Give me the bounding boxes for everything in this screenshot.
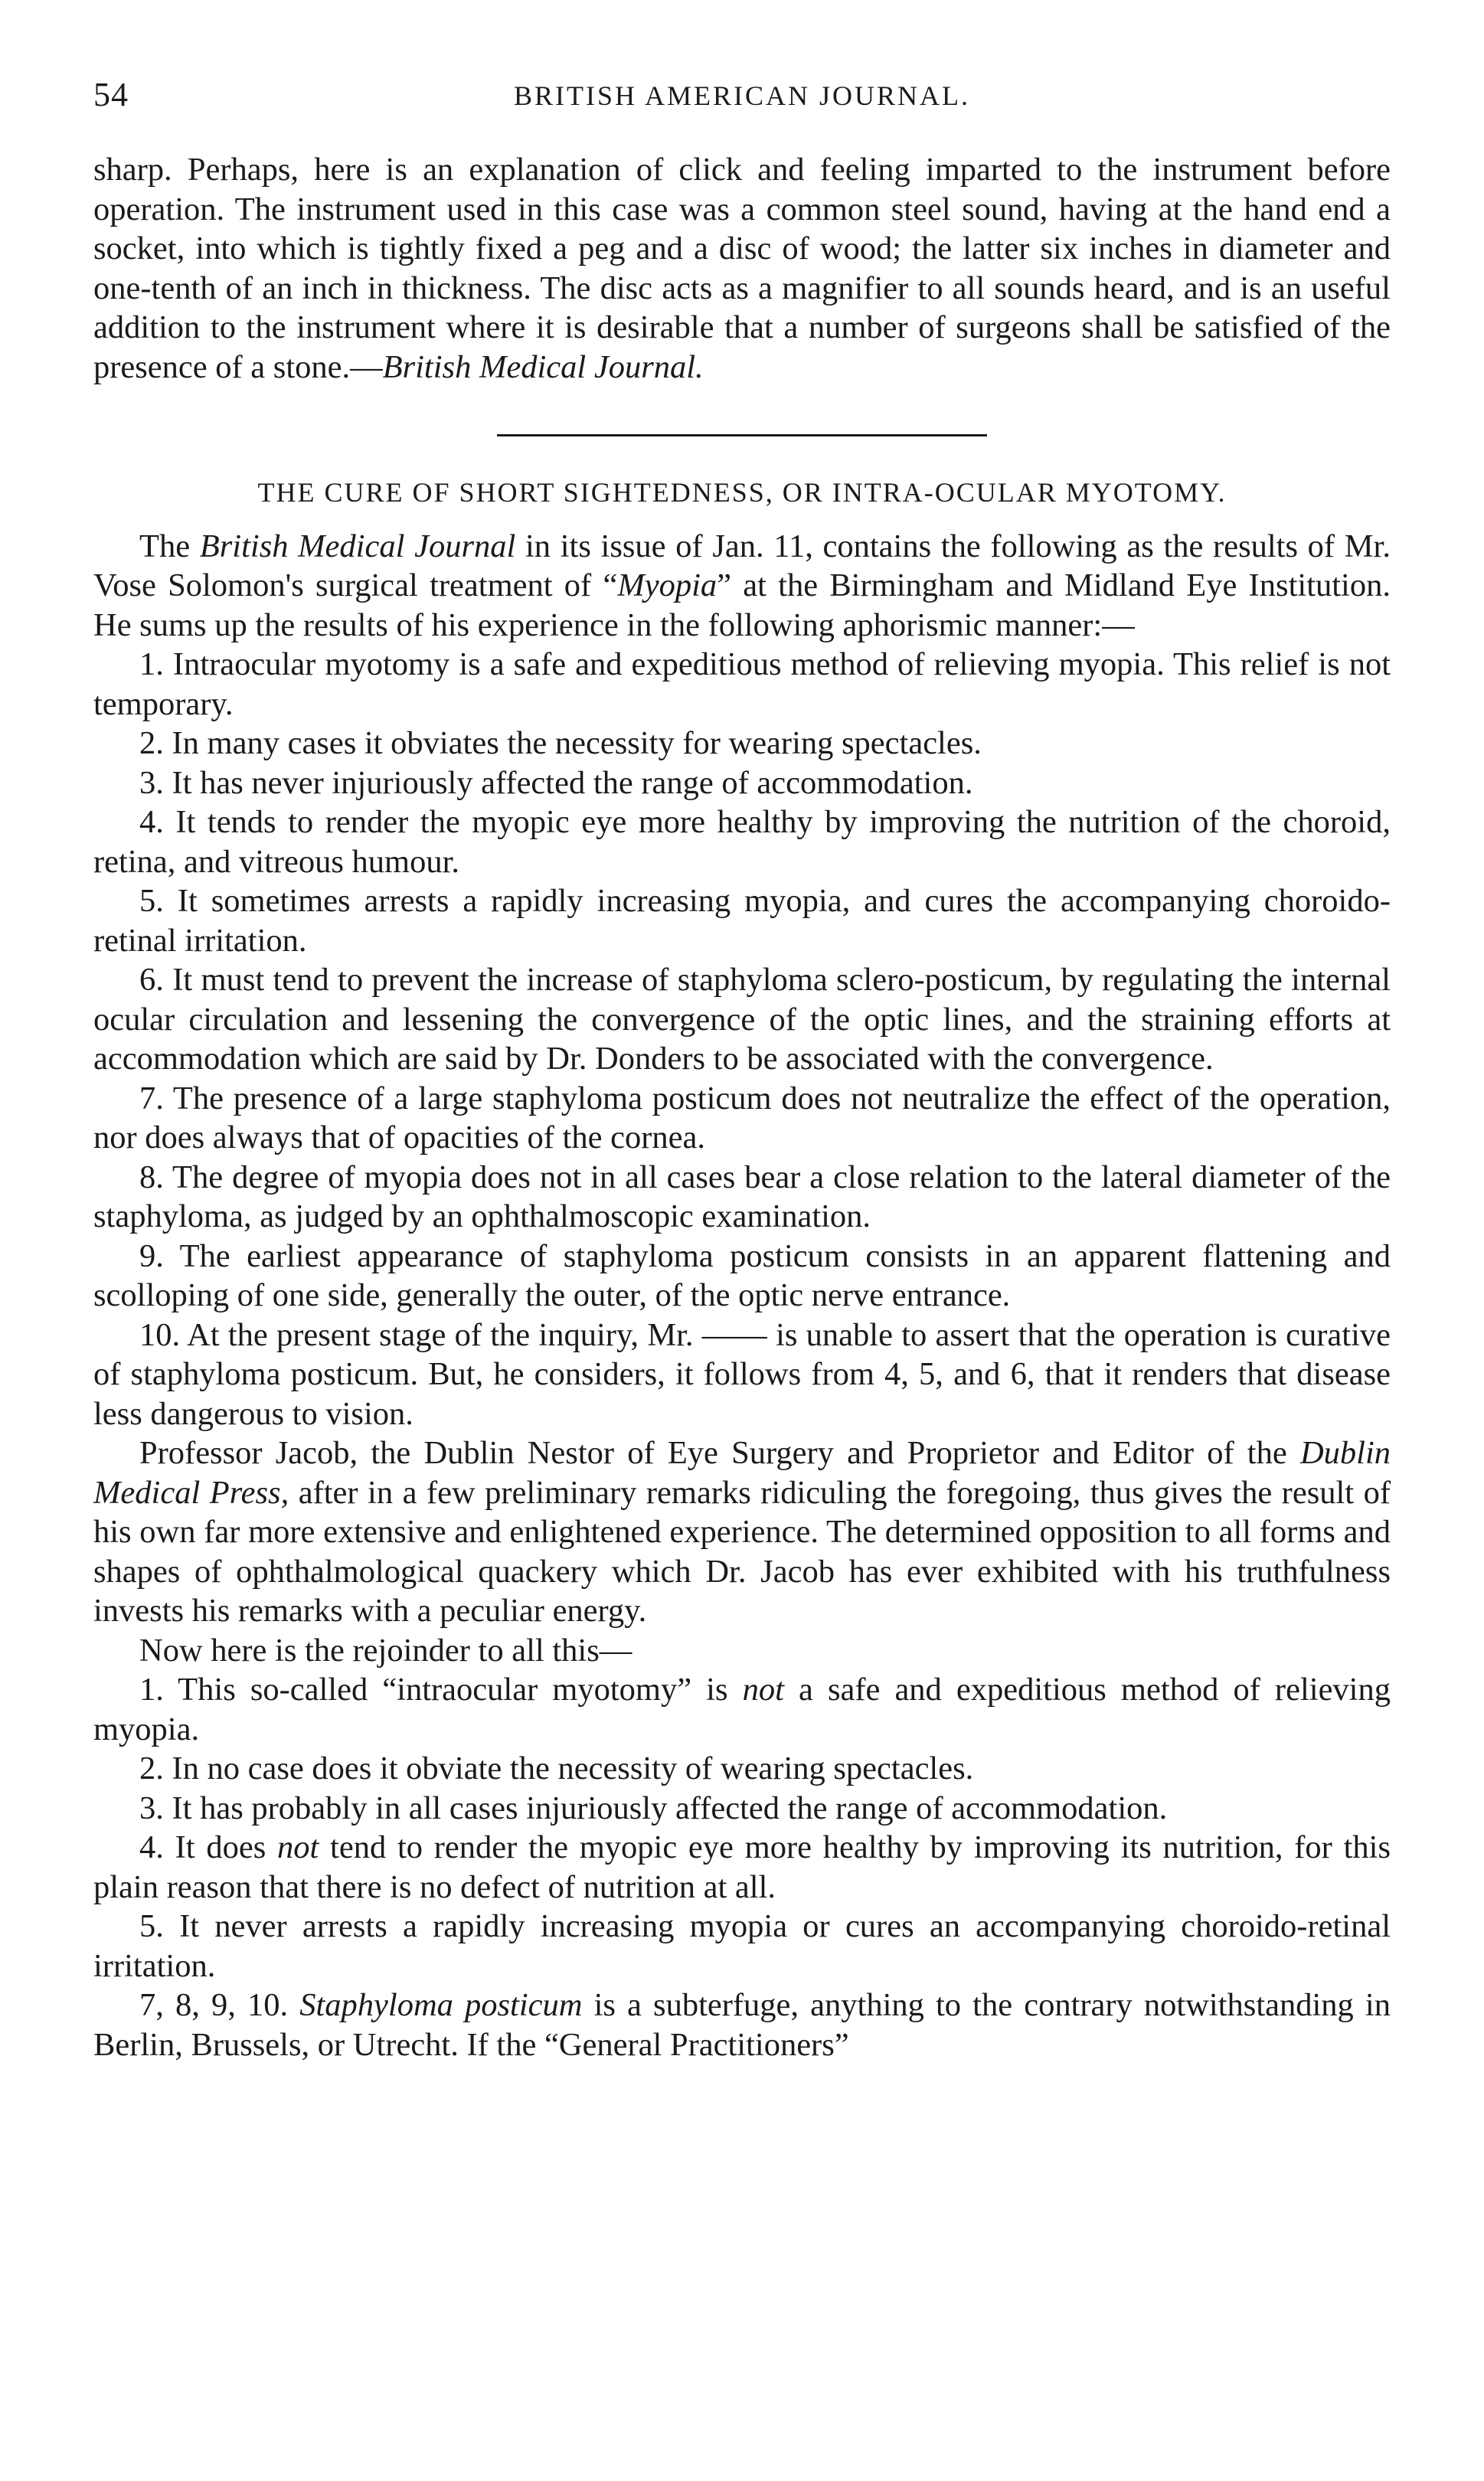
section-divider — [497, 434, 987, 436]
page-number: 54 — [93, 76, 129, 113]
page-header — [93, 75, 1391, 121]
lead-text: ” at the Birmingham and Midland Eye Institution. He sums up the results of his experience in the following aphorismic manner:— — [93, 567, 1391, 643]
intro-source: British Medical Journal. — [382, 348, 704, 385]
jacob-text: Professor Jacob, the Dublin Nestor of Eye Surgery and Proprietor and Editor of the — [139, 1435, 1300, 1471]
rejoinder-text: 7, 8, 9, 10. — [139, 1987, 300, 2023]
aphorism-7: 7. The presence of a large staphyloma posticum does not neutralize the effect of the operation, nor does always that of opacities of the cornea. — [93, 1080, 1391, 1156]
lead-text: in its issue of Jan. 11, contains the following as the results of Mr. Vose Solomon's surgical treatment of “ — [93, 528, 1391, 603]
rejoinder-text: 4. It does — [139, 1829, 277, 1865]
rejoinder-4 — [93, 1828, 1391, 1907]
rejoinder-text: is a subterfuge, anything to the contrary notwithstanding in Berlin, Brussels, or Utrecht. If the “General Practitioners” — [93, 1987, 1391, 2063]
section-title: THE CURE OF SHORT SIGHTEDNESS, OR INTRA-OCULAR MYOTOMY. — [257, 477, 1227, 508]
jacob-paragraph — [93, 1433, 1391, 1631]
jacob-text: after in a few preliminary remarks ridiculing the foregoing, thus gives the result of his own far more extensive and enlightened experience. The determined opposition to all forms and shapes of ophthalmological quackery which Dr. Jacob has ever exhibited with his truthfulness invests his remarks with a peculiar energy. — [93, 1474, 1391, 1629]
rejoinder-1 — [93, 1670, 1391, 1749]
rejoinder-text: tend to render the myopic eye more healthy by improving its nutrition, for this plain reason that there is no defect of nutrition at all. — [93, 1829, 1391, 1905]
lead-text: The — [139, 528, 200, 564]
lead-journal-name: British Medical Journal — [199, 528, 516, 564]
aphorism-3: 3. It has never injuriously affected the range of accommodation. — [139, 764, 973, 801]
aphorism-10: 10. At the present stage of the inquiry, Mr. —— is unable to assert that the operation is curative of staphyloma posticum. But, he considers, it follows from 4, 5, and 6, that it renders that disease less dangerous to vision. — [93, 1316, 1391, 1432]
jacob-press-name: Dublin Medical Press, — [93, 1435, 1391, 1511]
rejoinder-2: 2. In no case does it obviate the necessity of wearing spectacles. — [139, 1750, 974, 1786]
aphorism-2: 2. In many cases it obviates the necessity for wearing spectacles. — [139, 725, 982, 761]
rejoinder-5: 5. It never arrests a rapidly increasing myopia or cures an accompanying choroido-retinal irritation. — [93, 1908, 1391, 1984]
aphorism-5: 5. It sometimes arrests a rapidly increasing myopia, and cures the accompanying choroido-retinal irritation. — [93, 883, 1391, 959]
aphorism-8: 8. The degree of myopia does not in all cases bear a close relation to the lateral diameter of the staphyloma, as judged by an ophthalmoscopic examination. — [93, 1159, 1391, 1234]
rejoinder-3: 3. It has probably in all cases injuriously affected the range of accommodation. — [139, 1790, 1168, 1826]
aphorism-9: 9. The earliest appearance of staphyloma posticum consists in an apparent flattening and scolloping of one side, generally the outer, of the optic nerve entrance. — [93, 1237, 1391, 1313]
lead-myopia-term: Myopia — [617, 567, 717, 603]
rejoinder-emphasis: not — [742, 1672, 784, 1708]
intro-paragraph — [93, 150, 1391, 387]
aphorism-1: 1. Intraocular myotomy is a safe and expeditious method of relieving myopia. This relief is not temporary. — [93, 646, 1391, 722]
rejoinder-emphasis: Staphyloma posticum — [299, 1987, 583, 2023]
lead-paragraph — [93, 527, 1391, 646]
rejoinder-text: a safe and expeditious method of relieving myopia. — [93, 1672, 1391, 1747]
rejoinder-emphasis: not — [276, 1829, 319, 1865]
rejoinder-intro: Now here is the rejoinder to all this— — [139, 1632, 632, 1669]
rejoinder-6 — [93, 1986, 1391, 2064]
running-head: BRITISH AMERICAN JOURNAL. — [513, 80, 971, 111]
intro-text: sharp. Perhaps, here is an explanation of click and feeling imparted to the instrument before operation. The instrument used in this case was a common steel sound, having at the hand end a socket, into which is tightly fixed a peg and a disc of wood; the latter six inches in diameter and one-tenth of an inch in thickness. The disc acts as a magnifier to all sounds heard, and is an useful addition to the instrument where it is desirable that a number of surgeons shall be satisfied of the presence of a stone.— — [93, 152, 1391, 385]
article-body — [93, 150, 1391, 2064]
aphorism-6: 6. It must tend to prevent the increase of staphyloma sclero-posticum, by regulating the internal ocular circulation and lessening the convergence of the optic lines, and the straining efforts at accommodation which are said by Dr. Donders to be associated with the convergence. — [93, 962, 1391, 1077]
rejoinder-text: 1. This so-called “intraocular myotomy” is — [139, 1672, 743, 1708]
aphorism-4: 4. It tends to render the myopic eye more healthy by improving the nutrition of the choroid, retina, and vitreous humour. — [93, 804, 1391, 880]
